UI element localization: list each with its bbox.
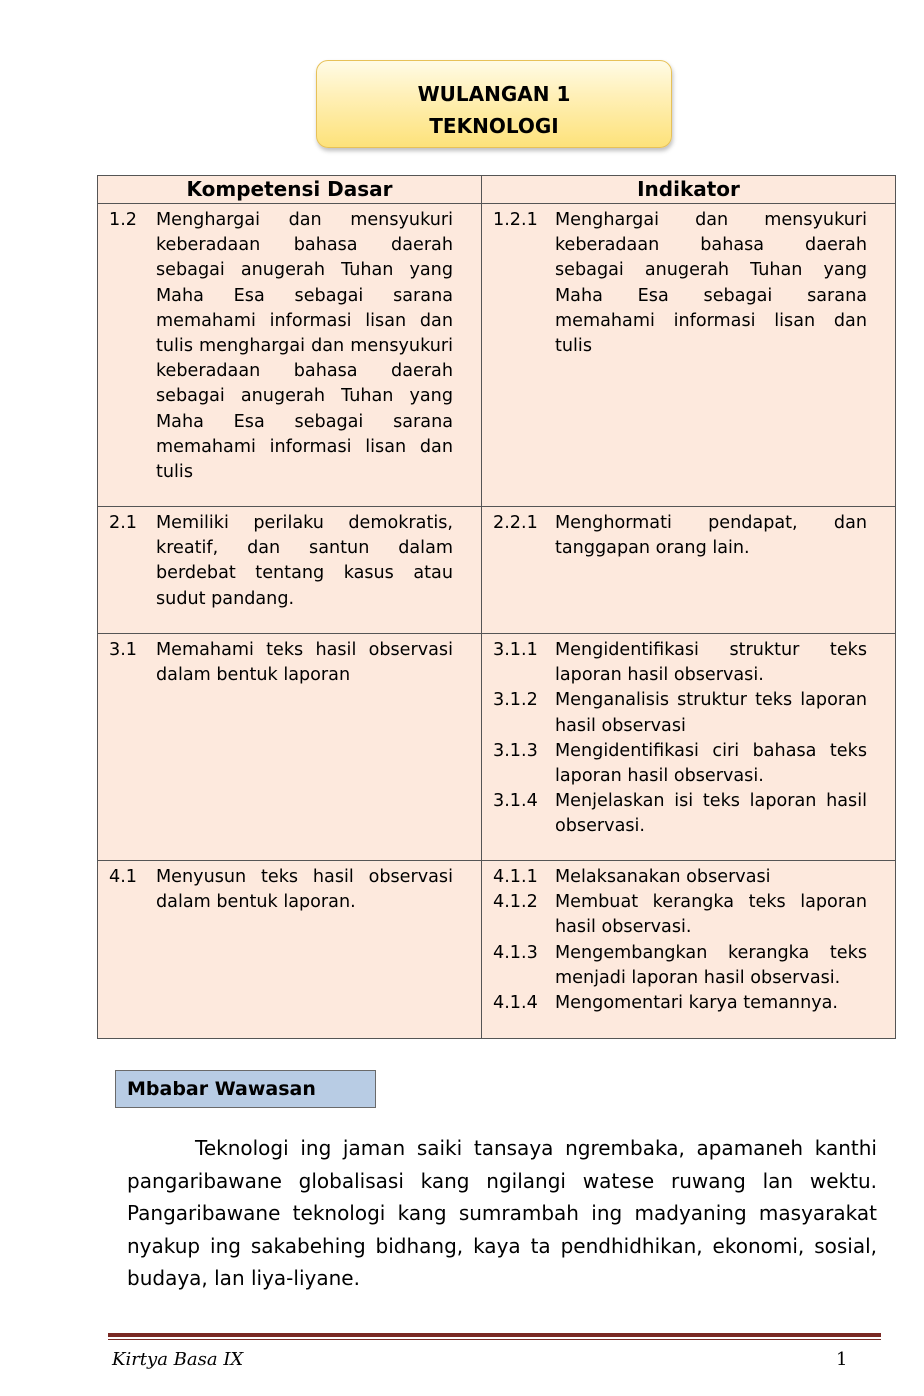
indicator-item: [493, 688, 867, 738]
indicator-number: 3.1.1: [493, 640, 538, 660]
indicator-text: Menjelaskan isi teks laporan hasil observasi.: [555, 791, 867, 837]
lesson-number: WULANGAN 1: [417, 82, 571, 106]
table-row: [98, 634, 896, 861]
kd-text: Menyusun teks hasil observasi dalam bentuk laporan.: [156, 867, 453, 913]
table-row: [98, 861, 896, 1039]
indicator-number: 4.1.4: [493, 993, 538, 1014]
column-header-kd: Kompetensi Dasar: [98, 176, 482, 204]
indicator-number: 2.2.1: [493, 513, 538, 533]
footer-rule-thick: [108, 1333, 881, 1337]
indicator-text: Menghargai dan mensyukuri keberadaan bahasa daerah sebagai anugerah Tuhan yang Maha Esa sebagai sarana memahami informasi lisan dan tulis: [555, 210, 867, 357]
indicator-text: Mengidentifikasi ciri bahasa teks laporan hasil observasi.: [555, 740, 867, 787]
indicator-item: [493, 865, 867, 890]
kd-number: 4.1: [109, 867, 137, 887]
indicator-item: [493, 941, 867, 991]
indicator-text: Mengembangkan kerangka teks menjadi laporan hasil observasi.: [555, 942, 867, 988]
kd-number: 1.2: [109, 210, 137, 230]
indicator-text: Melaksanakan observasi: [555, 867, 771, 887]
indicator-cell: [482, 861, 896, 1039]
indicator-item: [493, 789, 867, 839]
indicator-cell: [482, 507, 896, 634]
table-row: [98, 507, 896, 634]
footer-book-title: Kirtya Basa IX: [112, 1349, 244, 1370]
indicator-item: [493, 511, 867, 561]
lesson-title-box: [316, 60, 672, 148]
lesson-topic: TEKNOLOGI: [429, 114, 559, 138]
column-header-indikator: Indikator: [482, 176, 896, 204]
indicator-item: [493, 991, 867, 1016]
indicator-item: [493, 890, 867, 940]
indicator-text: Mengidentifikasi struktur teks laporan hasil observasi.: [555, 640, 867, 686]
indicator-text: Membuat kerangka teks laporan hasil observasi.: [555, 892, 867, 938]
footer-rule-thin: [108, 1339, 881, 1340]
indicator-item: [493, 739, 867, 789]
page-number: 1: [836, 1349, 848, 1370]
indicator-number: 3.1.3: [493, 740, 538, 761]
kd-text: Memiliki perilaku demokratis, kreatif, dan santun dalam berdebat tentang kasus atau sudut pandang.: [156, 513, 453, 609]
kd-number: 2.1: [109, 513, 137, 533]
kd-cell: [98, 204, 482, 507]
table-header-row: [98, 176, 896, 204]
table-row: [98, 204, 896, 507]
indicator-number: 3.1.2: [493, 690, 538, 711]
indicator-text: Menghormati pendapat, dan tanggapan orang lain.: [555, 513, 867, 559]
indicator-item: [493, 638, 867, 688]
indicator-text: Menganalisis struktur teks laporan hasil observasi: [555, 690, 867, 736]
kd-cell: [98, 507, 482, 634]
indicator-cell: [482, 634, 896, 861]
indicator-number: 3.1.4: [493, 791, 538, 812]
kd-number: 3.1: [109, 640, 137, 660]
body-paragraph: Teknologi ing jaman saiki tansaya ngrembaka, apamaneh kanthi pangaribawane globalisasi kang ngilangi watese ruwang lan wektu. Pangaribawane teknologi kang sumrambah ing madyaning masyarakat nyakup ing sakabehing bidhang, kaya ta pendhidhikan, ekonomi, sosial, budaya, lan liya-liyane.: [127, 1136, 877, 1290]
indicator-number: 4.1.2: [493, 892, 538, 913]
indicator-number: 4.1.1: [493, 867, 538, 887]
indicator-text: Mengomentari karya temannya.: [555, 993, 839, 1014]
indicator-number: 4.1.3: [493, 942, 538, 963]
indicator-item: [493, 208, 867, 359]
indicator-cell: [482, 204, 896, 507]
kd-cell: [98, 634, 482, 861]
indicator-number: 1.2.1: [493, 210, 538, 230]
kd-cell: [98, 861, 482, 1039]
kd-text: Memahami teks hasil observasi dalam bentuk laporan: [156, 640, 453, 686]
competency-table: [97, 175, 896, 1039]
section-heading: Mbabar Wawasan: [115, 1070, 376, 1108]
kd-text: Menghargai dan mensyukuri keberadaan bahasa daerah sebagai anugerah Tuhan yang Maha Esa sebagai sarana memahami informasi lisan dan tulis menghargai dan mensyukuri keberadaan bahasa daerah sebagai anugerah Tuhan yang Maha Esa sebagai sarana memahami informasi lisan dan tulis: [156, 210, 453, 483]
